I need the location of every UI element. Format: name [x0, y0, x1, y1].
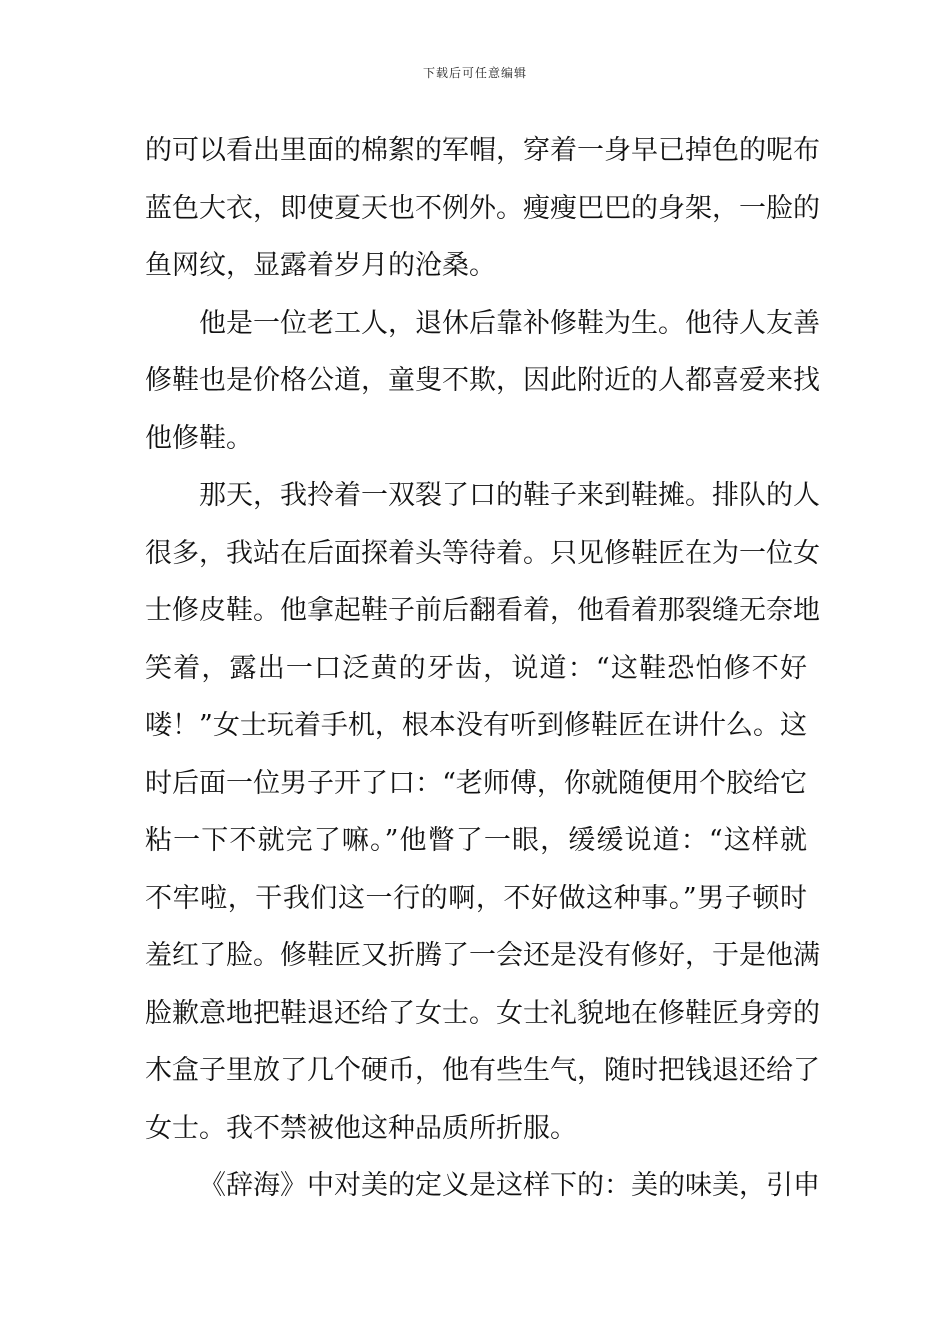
text-line: 鱼网纹，显露着岁月的沧桑。: [145, 250, 496, 281]
text-line: 时后面一位男子开了口：“老师傅，你就随便用个胶给它: [145, 767, 807, 799]
text-line: 他修鞋。: [145, 422, 253, 454]
text-line: 他是一位老工人，退休后靠补修鞋为生。他待人友善: [199, 307, 820, 339]
text-line: 《辞海》中对美的定义是这样下的：美的味美，引申: [199, 1170, 820, 1201]
text-line: 蓝色大衣，即使夏天也不例外。瘦瘦巴巴的身架，一脸的: [145, 192, 820, 224]
body-text: [145, 122, 820, 1215]
text-line: 脸歉意地把鞋退还给了女士。女士礼貌地在修鞋匠身旁的: [145, 997, 820, 1029]
text-line: 士修皮鞋。他拿起鞋子前后翻看着，他看着那裂缝无奈地: [145, 595, 820, 626]
text-line: 笑着，露出一口泛黄的牙齿，说道：“这鞋恐怕修不好: [145, 652, 807, 684]
text-line: 女士。我不禁被他这种品质所折服。: [145, 1112, 577, 1144]
text-line: 木盒子里放了几个硬币，他有些生气，随时把钱退还给了: [145, 1055, 820, 1086]
text-line: 的可以看出里面的棉絮的军帽，穿着一身早已掉色的呢布: [145, 135, 820, 166]
text-line: 不牢啦，干我们这一行的啊，不好做这种事。”男子顿时: [145, 882, 807, 914]
paragraph-2: [145, 295, 820, 468]
text-line: 粘一下不就完了嘛。”他瞥了一眼，缓缓说道：“这样就: [145, 825, 807, 856]
text-line: 那天，我拎着一双裂了口的鞋子来到鞋摊。排队的人: [199, 480, 820, 511]
paragraph-3: [145, 467, 820, 1157]
header-note: 下载后可任意编辑: [422, 66, 527, 80]
text-line: 喽！”女士玩着手机，根本没有听到修鞋匠在讲什么。这: [145, 710, 807, 741]
paragraph-4: [145, 1157, 820, 1215]
paragraph-1: [145, 122, 820, 295]
text-line: 修鞋也是价格公道，童叟不欺，因此附近的人都喜爱来找: [145, 365, 820, 396]
text-line: 羞红了脸。修鞋匠又折腾了一会还是没有修好，于是他满: [145, 940, 820, 971]
text-line: 很多，我站在后面探着头等待着。只见修鞋匠在为一位女: [145, 537, 820, 569]
